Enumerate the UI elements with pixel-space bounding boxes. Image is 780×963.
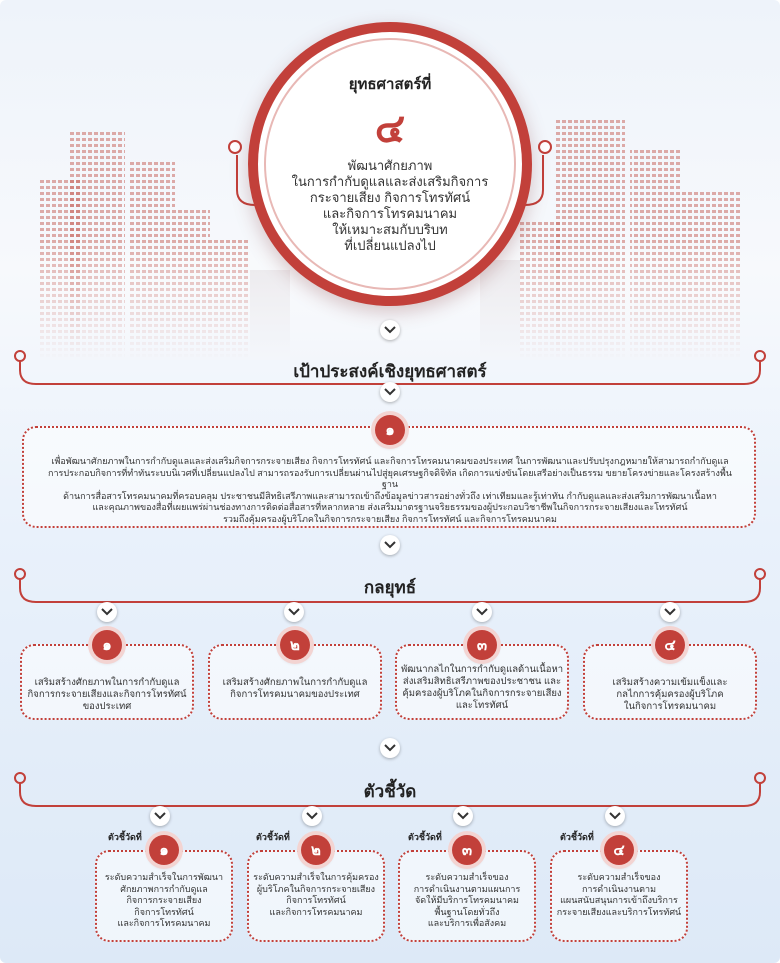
strategy-line: เสริมสร้างความเข้มแข็งและ: [612, 677, 728, 688]
indicator-label: ตัวชี้วัดที่: [108, 832, 142, 842]
indicator-number-badge: ๒: [301, 835, 331, 865]
strategy-line: ในการกำกับดูแลและส่งเสริมกิจการ: [291, 174, 489, 189]
strategy-line: กิจการกระจายเสียงและกิจการโทรทัศน์: [27, 689, 187, 700]
chevron-down-icon: [380, 535, 400, 555]
indicator-text-1: [99, 872, 229, 930]
strategy-line: ของประเทศ: [82, 701, 132, 712]
objective-title: เป้าประสงค์เชิงยุทธศาสตร์: [293, 362, 487, 381]
chevron-down-icon: [97, 602, 117, 622]
strategy-number: ๔: [374, 107, 406, 151]
indicator-line: แผนสนับสนุนการเข้าถึงบริการ: [560, 895, 678, 905]
objective-line: เพื่อพัฒนาศักยภาพในการกำกับดูแลและส่งเสริมกิจการกระจายเสียง กิจการโทรทัศน์ และกิจการโทรคมนาคมของประเทศ ในการพัฒนาและปรับปรุงกฎหมายให้สามารถกำกับดูแล: [51, 456, 729, 466]
indicator-line: กระจายเสียงและบริการโทรทัศน์: [556, 906, 682, 917]
strategy-line: กลไกการคุ้มครองผู้บริโภค: [616, 689, 724, 700]
objective-line: รวมถึงคุ้มครองผู้บริโภคในกิจการกระจายเสียง กิจการโทรทัศน์ และกิจการโทรคมนาคม: [223, 513, 557, 524]
chevron-down-icon: [380, 738, 400, 758]
indicator-label: ตัวชี้วัดที่: [408, 832, 442, 842]
indicator-line: และกิจการโทรคมนาคม: [117, 918, 211, 928]
chevron-down-icon: [660, 602, 680, 622]
indicator-line: ระดับความสำเร็จของ: [425, 872, 509, 882]
indicator-line: การดำเนินงานตาม: [581, 883, 657, 894]
indicator-line: จัดให้มีบริการโทรคมนาคม: [415, 895, 519, 905]
indicator-label: ตัวชี้วัดที่: [256, 832, 290, 842]
chevron-down-icon: [284, 602, 304, 622]
indicator-line: การดำเนินงานตามแผนการ: [413, 883, 521, 894]
strategy-line: กระจายเสียง กิจการโทรทัศน์: [309, 190, 471, 205]
indicator-line: กิจการกระจายเสียง: [126, 895, 202, 905]
objective-line: การประกอบกิจการที่ทำทันระบบนิเวศที่เปลี่ยนแปลงไป สามารถรองรับการเปลี่ยนผ่านไปสู่ยุคเศรษฐกิจดิจิทัล เกิดการแข่งขันโดยเสรีอย่างเป็นธรรม ขยายโครงข่ายและโครงสร้างพื้นฐาน: [48, 467, 732, 489]
indicator-line: และบริการเพื่อสังคม: [427, 918, 507, 928]
strategy-line: ส่งเสริมสิทธิเสรีภาพของประชาชน และ: [402, 676, 562, 687]
strategy-line: เสริมสร้างศักยภาพในการกำกับดูแล: [34, 677, 180, 688]
strategy-line: คุ้มครองผู้บริโภคในกิจการกระจายเสียง: [402, 688, 562, 699]
indicator-text-3: [402, 872, 532, 930]
chevron-down-icon: [302, 806, 322, 826]
objective-number-badge: ๑: [375, 415, 405, 445]
strategy-text-1: [24, 677, 190, 713]
indicator-text-2: [251, 872, 381, 918]
chevron-down-icon: [472, 602, 492, 622]
strategy-text-2: [212, 677, 378, 701]
indicator-number-badge: ๑: [149, 835, 179, 865]
indicator-number-badge: ๓: [452, 835, 482, 865]
indicator-line: และกิจการโทรคมนาคม: [269, 906, 363, 917]
indicator-line: ระดับความสำเร็จในการพัฒนา: [104, 872, 224, 882]
indicator-number-badge: ๔: [604, 835, 634, 865]
strategy-number-badge: ๔: [655, 630, 685, 660]
indicator-text-4: [554, 872, 684, 918]
strategy-line: ที่เปลี่ยนแปลงไป: [344, 238, 436, 253]
indicator-line: กิจการโทรทัศน์: [286, 895, 346, 905]
strategy-description: [278, 158, 502, 254]
strategy-line: และกิจการโทรคมนาคม: [322, 206, 458, 221]
strategy-number-badge: ๓: [467, 630, 497, 660]
strategy-number-badge: ๑: [92, 630, 122, 660]
strategy-text-4: [587, 677, 753, 713]
objective-description: [40, 456, 740, 525]
strategy-line: และโทรทัศน์: [455, 700, 509, 711]
chevron-down-icon: [380, 320, 400, 340]
strategy-line: พัฒนาศักยภาพ: [347, 158, 433, 173]
strategy-line: กิจการโทรคมนาคมของประเทศ: [230, 689, 360, 700]
chevron-down-icon: [380, 382, 400, 402]
strategy-hero-circle: [248, 22, 532, 306]
indicator-line: ศักยภาพการกำกับดูแล: [120, 883, 208, 894]
chevron-down-icon: [150, 806, 170, 826]
indicator-line: ระดับความสำเร็จของ: [577, 872, 661, 882]
strategy-line: ให้เหมาะสมกับบริบท: [332, 222, 448, 237]
indicator-line: ผู้บริโภคในกิจการกระจายเสียง: [256, 883, 376, 894]
indicator-line: ระดับความสำเร็จในการคุ้มครอง: [253, 872, 379, 882]
strategy-line: พัฒนากลไกในการกำกับดูแลด้านเนื้อหา: [400, 664, 564, 675]
indicator-line: กิจการโทรทัศน์: [134, 906, 194, 917]
strategy-line: ในกิจการโทรคมนาคม: [623, 701, 717, 712]
objective-line: และคุณภาพของสื่อที่เผยแพร่ผ่านช่องทางการติดต่อสื่อสารที่หลากหลาย ส่งเสริมมาตรฐานจริยธรรมของผู้ประกอบวิชาชีพในกิจการกระจายเสียงและโทรทัศน์: [92, 502, 688, 512]
chevron-down-icon: [453, 806, 473, 826]
indicators-title: ตัวชี้วัด: [363, 782, 417, 801]
strategy-line: เสริมสร้างศักยภาพในการกำกับดูแล: [222, 677, 368, 688]
indicator-label: ตัวชี้วัดที่: [560, 832, 594, 842]
strategy-title: ยุทธศาสตร์ที่: [348, 76, 432, 93]
strategies-title: กลยุทธ์: [363, 578, 417, 597]
chevron-down-icon: [605, 806, 625, 826]
objective-line: ด้านการสื่อสารโทรคมนาคมที่ครอบคลุม ประชาชนมีสิทธิเสรีภาพและสามารถเข้าถึงข้อมูลข่าวสารอย่างทั่วถึง เท่าเทียมและรู้เท่าทัน กำกับดูแลและส่งเสริมการพัฒนาเนื้อหา: [63, 490, 717, 501]
strategy-number-badge: ๒: [280, 630, 310, 660]
indicator-line: พื้นฐานโดยทั่วถึง: [434, 906, 500, 917]
strategy-text-3: [399, 664, 565, 712]
